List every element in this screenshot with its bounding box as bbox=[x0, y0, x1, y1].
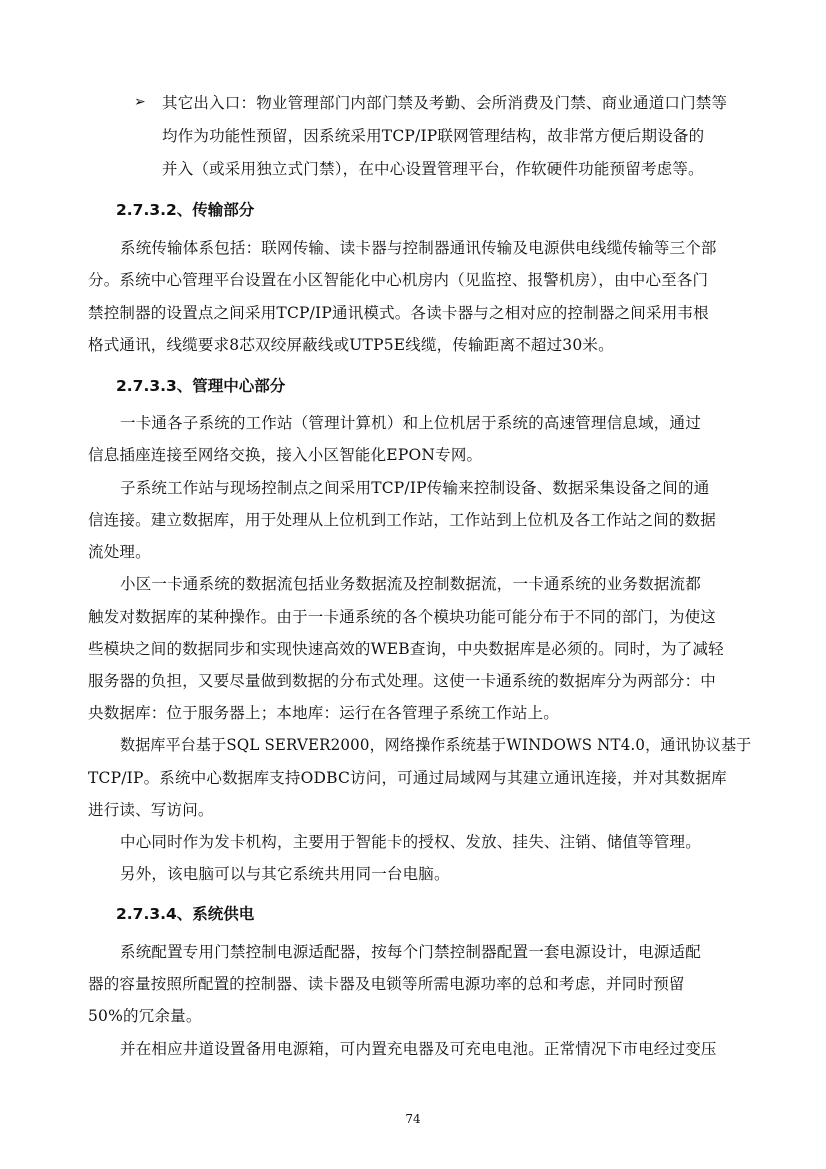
section-heading: 2.7.3.2、传输部分 bbox=[116, 201, 255, 219]
paragraph-line: 一卡通各子系统的工作站（管理计算机）和上位机居于系统的高速管理信息域，通过 bbox=[120, 414, 701, 432]
section-heading: 2.7.3.4、系统供电 bbox=[116, 905, 255, 923]
paragraph-line: 中心同时作为发卡机构，主要用于智能卡的授权、发放、挂失、注销、储值等管理。 bbox=[120, 833, 701, 851]
paragraph-line: 另外，该电脑可以与其它系统共用同一台电脑。 bbox=[120, 865, 450, 883]
paragraph-line: 器的容量按照所配置的控制器、读卡器及电锁等所需电源功率的总和考虑，并同时预留 bbox=[88, 975, 685, 993]
bullet-arrow-icon: ➢ bbox=[134, 94, 146, 110]
paragraph-line: 系统传输体系包括：联网传输、读卡器与控制器通讯传输及电源供电线缆传输等三个部 bbox=[120, 239, 717, 257]
paragraph-line: 小区一卡通系统的数据流包括业务数据流及控制数据流，一卡通系统的业务数据流都 bbox=[120, 575, 701, 593]
paragraph-line: 系统配置专用门禁控制电源适配器，按每个门禁控制器配置一套电源设计，电源适配 bbox=[120, 943, 701, 961]
paragraph-line: 流处理。 bbox=[88, 543, 151, 561]
paragraph-line: 些模块之间的数据同步和实现快速高效的WEB查询，中央数据库是必须的。同时，为了减轻 bbox=[88, 640, 724, 658]
paragraph-line: 分。系统中心管理平台设置在小区智能化中心机房内（见监控、报警机房），由中心至各门 bbox=[88, 271, 709, 289]
paragraph-line: 子系统工作站与现场控制点之间采用TCP/IP传输来控制设备、数据采集设备之间的通 bbox=[120, 479, 710, 497]
paragraph-line: 禁控制器的设置点之间采用TCP/IP通讯模式。各读卡器与之相对应的控制器之间采用韦根 bbox=[88, 304, 709, 322]
paragraph-line: 央数据库：位于服务器上；本地库：运行在各管理子系统工作站上。 bbox=[88, 704, 560, 722]
paragraph-line: 触发对数据库的某种操作。由于一卡通系统的各个模块功能可能分布于不同的部门，为使这 bbox=[88, 608, 717, 626]
section-heading: 2.7.3.3、管理中心部分 bbox=[116, 377, 286, 395]
bullet-line: 其它出入口：物业管理部门内部门禁及考勤、会所消费及门禁、商业通道口门禁等 bbox=[162, 94, 728, 112]
page-number: 74 bbox=[405, 1112, 421, 1126]
paragraph-line: TCP/IP。系统中心数据库支持ODBC访问，可通过局域网与其建立通讯连接，并对其数据库 bbox=[88, 769, 727, 787]
bullet-line: 并入（或采用独立式门禁），在中心设置管理平台，作软硬件功能预留考虑等。 bbox=[162, 160, 704, 178]
bullet-line: 均作为功能性预留，因系统采用TCP/IP联网管理结构，故非常方便后期设备的 bbox=[162, 127, 705, 145]
paragraph-line: 服务器的负担，又要尽量做到数据的分布式处理。这使一卡通系统的数据库分为两部分：中 bbox=[88, 672, 717, 690]
paragraph-line: 信连接。建立数据库，用于处理从上位机到工作站，工作站到上位机及各工作站之间的数据 bbox=[88, 511, 717, 529]
paragraph-line: 50%的冗余量。 bbox=[88, 1007, 202, 1025]
paragraph-line: 格式通讯，线缆要求8芯双绞屏蔽线或UTP5E线缆，传输距离不超过30米。 bbox=[88, 336, 614, 354]
paragraph-line: 并在相应井道设置备用电源箱，可内置充电器及可充电电池。正常情况下市电经过变压 bbox=[120, 1040, 717, 1058]
paragraph-line: 信息插座连接至网络交换，接入小区智能化EPON专网。 bbox=[88, 446, 483, 464]
paragraph-line: 数据库平台基于SQL SERVER2000，网络操作系统基于WINDOWS NT4.0，通讯协议基于 bbox=[120, 736, 752, 754]
paragraph-line: 进行读、写访问。 bbox=[88, 801, 214, 819]
